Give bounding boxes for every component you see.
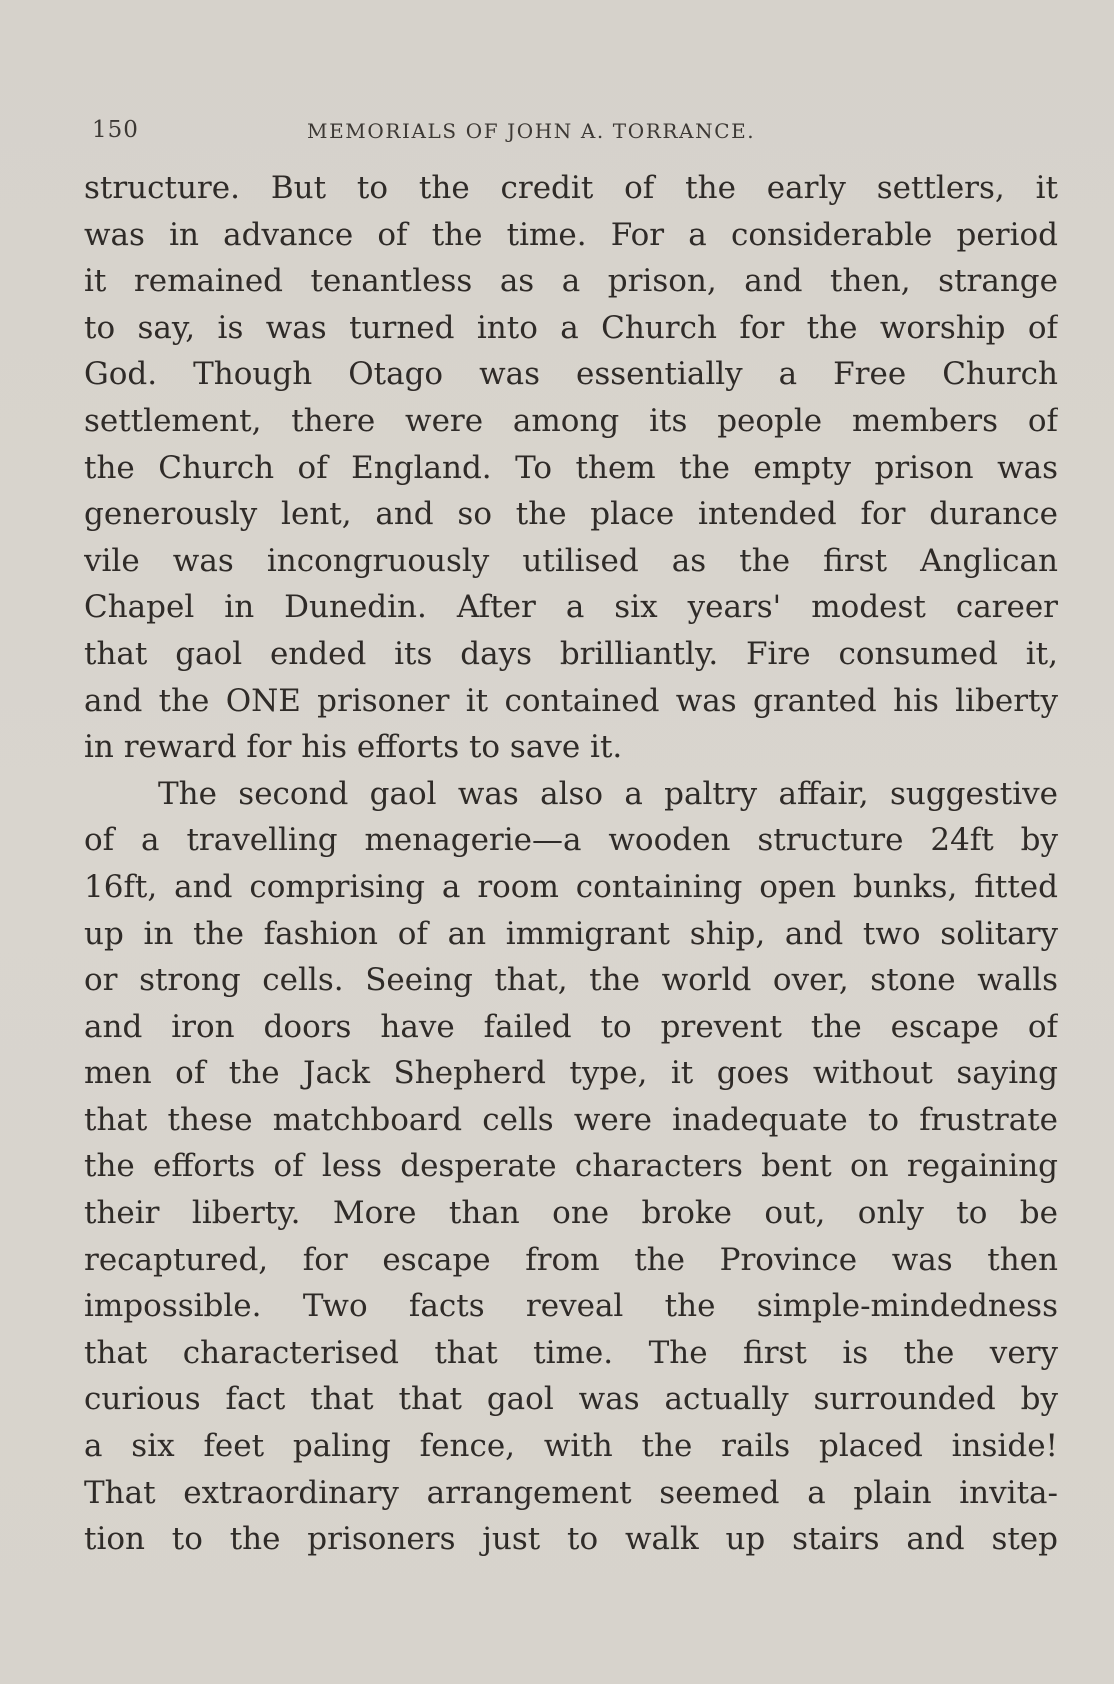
text-line: curious fact that that gaol was actually surrounded by xyxy=(84,1381,1058,1418)
text-line: Chapel in Dunedin. After a six years' modest career xyxy=(84,589,1058,626)
text-line: the efforts of less desperate characters bent on regaining xyxy=(84,1148,1058,1185)
text-line: vile was incongruously utilised as the first Anglican xyxy=(84,542,1058,579)
text-line: their liberty. More than one broke out, only to be xyxy=(84,1195,1058,1232)
text-line: recaptured, for escape from the Province was then xyxy=(84,1241,1058,1278)
text-line: God. Though Otago was essentially a Free Church xyxy=(84,356,1058,393)
text-line: 16ft, and comprising a room containing open bunks, fitted xyxy=(84,868,1058,905)
text-line: settlement, there were among its people members of xyxy=(84,402,1058,439)
running-title: MEMORIALS OF JOHN A. TORRANCE. xyxy=(307,119,756,143)
text-line: the Church of England. To them the empty prison was xyxy=(84,449,1058,486)
text-line: up in the fashion of an immigrant ship, and two solitary xyxy=(84,915,1058,952)
text-line: to say, is was turned into a Church for the worship of xyxy=(84,309,1058,346)
text-line: generously lent, and so the place intended for durance xyxy=(84,496,1058,533)
text-line: tion to the prisoners just to walk up stairs and step xyxy=(84,1521,1058,1558)
text-line: that these matchboard cells were inadequate to frustrate xyxy=(84,1101,1058,1138)
text-line: a six feet paling fence, with the rails placed inside! xyxy=(84,1428,1058,1465)
text-line: or strong cells. Seeing that, the world over, stone walls xyxy=(84,962,1058,999)
body-text xyxy=(84,165,1058,1563)
paragraph-end-line: in reward for his efforts to save it. xyxy=(84,729,623,766)
text-line: that characterised that time. The first is the very xyxy=(84,1334,1058,1371)
text-line: it remained tenantless as a prison, and then, strange xyxy=(84,263,1058,300)
text-line: That extraordinary arrangement seemed a plain invita- xyxy=(84,1474,1058,1511)
text-line: and the ONE prisoner it contained was granted his liberty xyxy=(84,682,1058,719)
text-line: and iron doors have failed to prevent the escape of xyxy=(84,1008,1058,1045)
text-line: of a travelling menagerie—a wooden structure 24ft by xyxy=(84,822,1058,859)
text-line: men of the Jack Shepherd type, it goes without saying xyxy=(84,1055,1058,1092)
page-number: 150 xyxy=(92,117,139,143)
text-line: that gaol ended its days brilliantly. Fire consumed it, xyxy=(84,635,1058,672)
text-line: structure. But to the credit of the early settlers, it xyxy=(84,170,1058,206)
text-line: was in advance of the time. For a considerable period xyxy=(84,216,1058,253)
text-line: impossible. Two facts reveal the simple-mindedness xyxy=(84,1288,1058,1325)
page-header xyxy=(92,117,1058,147)
paragraph-start-line: The second gaol was also a paltry affair, suggestive xyxy=(158,775,1058,812)
